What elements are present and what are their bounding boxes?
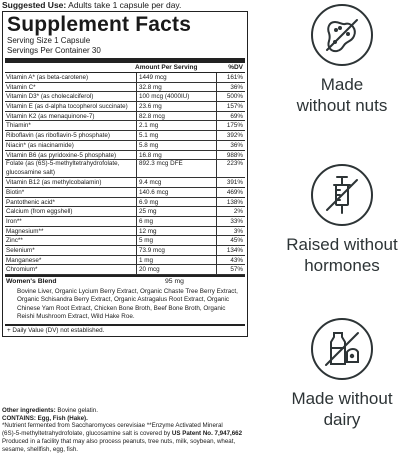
badge-circle — [311, 164, 373, 226]
nutrient-row — [5, 73, 245, 83]
blend-name: Women's Blend — [6, 278, 57, 286]
blend-ingredients: Bovine Liver, Organic Lycium Berry Extract, Organic Chaste Tree Berry Extract, Organic Schisandra Berry Extract, Organic Astragalus Root Extract, Organic Chinese Yam Root Extract, Chicken Bone Broth, Beef Bone Broth, Organic Reishi Mushroom Extract, Wild Hake Roe. — [5, 287, 245, 326]
nutrient-name: Vitamin C* — [5, 83, 137, 92]
nutrient-name: Iron** — [5, 217, 137, 226]
column-header — [5, 63, 245, 73]
facility-note: Produced in a facility that may also process peanuts, tree nuts, milk, soybean, wheat, sesame, shellfish, egg, fish. — [2, 437, 236, 453]
nutrient-name: Thiamin* — [5, 121, 137, 130]
badge-circle — [311, 318, 373, 380]
badge-label-nuts: Made without nuts — [296, 75, 388, 115]
nutrient-name: Folate (as (6S)-5-methyltetrahydrofolate, glucosamine salt) — [5, 160, 137, 177]
nutrient-row — [5, 112, 245, 122]
nutrient-row — [5, 83, 245, 93]
nutrient-amount: 1 mg — [137, 256, 217, 265]
nutrient-amount: 1449 mcg — [137, 73, 217, 82]
nutrient-amount: 5 mg — [137, 236, 217, 245]
nutrient-amount: 73.9 mcg — [137, 246, 217, 255]
nutrient-row — [5, 151, 245, 161]
nutrient-dv: 134% — [226, 247, 243, 254]
nutrient-row — [5, 121, 245, 131]
nutrient-row — [5, 141, 245, 151]
nutrient-row — [5, 256, 245, 266]
nutrient-dv: 2% — [233, 208, 243, 216]
nutrient-amount: 12 mg — [137, 227, 217, 236]
other-ingredients-text: Bovine gelatin. — [57, 407, 98, 414]
nutrient-dv: 988% — [226, 151, 243, 159]
nutrient-amount: 6 mg — [137, 217, 217, 226]
nutrient-row — [5, 131, 245, 141]
nutrient-dv: 223% — [226, 160, 243, 168]
no-hormones-syringe-icon — [321, 174, 363, 216]
dv-header: %DV — [228, 64, 243, 71]
nutrient-dv: 36% — [230, 141, 243, 149]
nutrient-amount: 100 mcg (4000IU) — [137, 92, 217, 101]
nutrient-amount: 892.3 mcg DFE — [137, 160, 217, 177]
nutrient-row — [5, 207, 245, 217]
nutrient-dv: 36% — [230, 83, 243, 91]
nutrient-name: Manganese* — [5, 256, 137, 265]
nutrient-name: Biotin* — [5, 188, 137, 197]
nutrient-amount: 5.1 mg — [137, 131, 217, 140]
nutrient-row — [5, 265, 245, 275]
nutrient-dv: 175% — [226, 122, 243, 130]
nutrient-amount: 6.9 mg — [137, 198, 217, 207]
badge-circle — [311, 4, 373, 66]
nutrient-amount: 20 mcg — [137, 265, 217, 274]
blend-row — [5, 275, 245, 287]
nutrient-dv: 500% — [226, 93, 243, 101]
nutrient-amount: 25 mg — [137, 207, 217, 216]
nutrient-name: Pantothenic acid* — [5, 198, 137, 207]
allergen-contains: CONTAINS: Egg, Fish (Hake). — [2, 414, 88, 422]
nutrient-name: Chromium* — [5, 265, 137, 274]
supplement-facts-panel — [2, 11, 248, 337]
no-nuts-icon — [321, 14, 363, 56]
nutrient-row — [5, 92, 245, 102]
nutrient-row — [5, 178, 245, 188]
nutrient-name: Calcium (from eggshell) — [5, 207, 137, 216]
nutrient-name: Selenium* — [5, 246, 137, 255]
badge-label-dairy: Made without dairy — [291, 389, 393, 429]
nutrient-row — [5, 102, 245, 112]
nutrient-row — [5, 160, 245, 178]
nutrient-row — [5, 188, 245, 198]
nutrient-row — [5, 217, 245, 227]
nutrient-amount: 23.6 mg — [137, 102, 217, 111]
serving-size: Serving Size 1 Capsule — [7, 36, 91, 45]
nutrient-amount: 2.1 mg — [137, 121, 217, 130]
patent-note: (6S)-5-methyltetrahydrofolate, glucosamine salt is covered by US Patent No. 7,947,662 — [2, 430, 243, 438]
amount-header: Amount Per Serving — [135, 64, 198, 71]
nutrient-amount: 9.4 mcg — [137, 178, 217, 187]
other-ingredients — [2, 407, 250, 415]
nutrient-name: Vitamin E (as d-alpha tocopherol succinate) — [5, 102, 137, 111]
suggested-use-label: Suggested Use: — [2, 0, 67, 10]
badge-label-hormones: Raised without hormones — [286, 235, 398, 275]
nutrient-name: Magnesium** — [5, 227, 137, 236]
dv-note: + Daily Value (DV) not established. — [7, 326, 105, 334]
nutrient-row — [5, 236, 245, 246]
nutrient-dv: 391% — [226, 179, 243, 187]
other-ingredients-label: Other ingredients: — [2, 407, 56, 414]
nutrient-row — [5, 246, 245, 256]
nutrient-dv: 57% — [230, 266, 243, 274]
suggested-use — [2, 0, 181, 10]
nutrient-dv: 33% — [230, 217, 243, 225]
nutrient-row — [5, 198, 245, 208]
nutrient-dv: 157% — [226, 103, 243, 111]
nutrient-dv: 469% — [226, 188, 243, 196]
blend-amount: 95 mg — [165, 278, 184, 286]
servings-per-container: Servings Per Container 30 — [7, 46, 101, 55]
nutrient-amount: 82.8 mcg — [137, 112, 217, 121]
nutrient-name: Riboflavin (as riboflavin-5 phosphate) — [5, 131, 137, 140]
facts-title: Supplement Facts — [7, 13, 192, 36]
nutrient-name: Niacin* (as niacinamide) — [5, 141, 137, 150]
nutrient-dv: 161% — [226, 74, 243, 81]
nutrient-list — [5, 73, 245, 275]
no-dairy-icon — [321, 328, 363, 370]
fermentation-note: *Nutrient fermented from Saccharomyces cerevisiae **Enzyme Activated Mineral — [2, 422, 223, 430]
nutrient-dv: 69% — [230, 112, 243, 120]
nutrient-dv: 45% — [230, 237, 243, 245]
nutrient-dv: 43% — [230, 256, 243, 264]
nutrient-name: Vitamin B6 (as pyridoxine-5 phosphate) — [5, 151, 137, 160]
footer-notes — [2, 407, 250, 453]
nutrient-dv: 3% — [233, 227, 243, 235]
nutrient-amount: 140.6 mcg — [137, 188, 217, 197]
nutrient-name: Vitamin B12 (as methylcobalamin) — [5, 178, 137, 187]
nutrient-dv: 392% — [226, 132, 243, 140]
nutrient-amount: 32.8 mg — [137, 83, 217, 92]
nutrient-amount: 5.8 mg — [137, 141, 217, 150]
suggested-use-text: Adults take 1 capsule per day. — [68, 0, 182, 10]
nutrient-row — [5, 227, 245, 237]
nutrient-name: Vitamin D3* (as cholecalciferol) — [5, 92, 137, 101]
nutrient-amount: 16.8 mg — [137, 151, 217, 160]
nutrient-name: Zinc** — [5, 236, 137, 245]
nutrient-dv: 138% — [226, 198, 243, 206]
nutrient-name: Vitamin A* (as beta-carotene) — [5, 73, 137, 82]
nutrient-name: Vitamin K2 (as menaquinone-7) — [5, 112, 137, 121]
